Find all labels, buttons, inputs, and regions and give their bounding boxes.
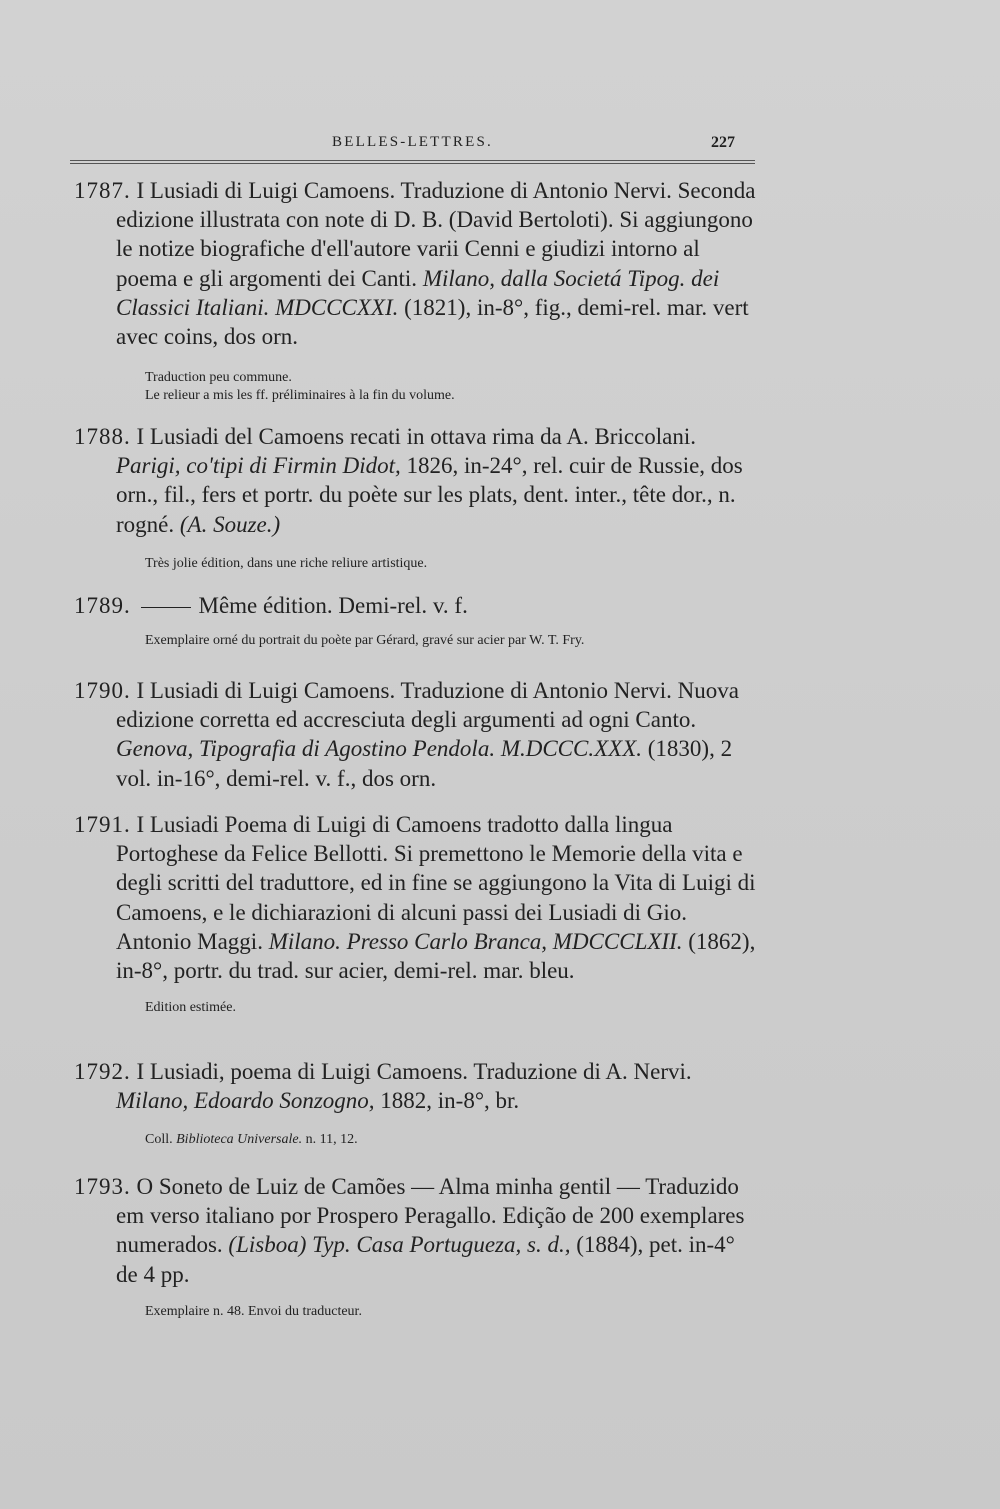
entry-text — [0, 422, 762, 539]
entry-text — [0, 676, 762, 793]
note-line: Le relieur a mis les ff. préliminaires à la fin du volume. — [145, 387, 455, 403]
catalogue-entry-1787 — [0, 176, 820, 404]
entry-number: 1788. — [74, 424, 131, 449]
catalogue-entry-1788 — [0, 422, 820, 572]
entry-details: 1882, in-8°, br. — [380, 1088, 520, 1114]
entry-details: (1830), 2 vol. in-16°, demi-rel. v. f., dos orn. — [116, 736, 733, 791]
ditto-dash — [141, 607, 191, 608]
entry-note — [0, 999, 820, 1017]
entry-imprint: (Lisboa) Typ. Casa Portugueza, s. d., — [228, 1232, 571, 1258]
entry-note — [0, 555, 820, 573]
catalogue-entry-1792 — [0, 1057, 820, 1149]
entry-title: I Lusiadi, poema di Luigi Camoens. Traduzione di A. Nervi. — [136, 1059, 692, 1084]
header-rule — [70, 160, 755, 161]
note-series: Biblioteca Universale. — [176, 1132, 303, 1148]
entry-text — [0, 810, 762, 985]
entry-text — [0, 176, 762, 351]
entry-number: 1789. — [74, 593, 131, 618]
entry-title: I Lusiadi di Luigi Camoens. Traduzione di Antonio Nervi. Seconda edizione illustrata con note di D. B. (David Bertoloti). Si aggiungono le notize biografiche d'ell'autore varii Cenni e giudizi intorno al poema e gli argomenti dei Canti. — [116, 178, 756, 291]
note-line: Exemplaire orné du portrait du poète par Gérard, gravé sur acier par W. T. Fry. — [145, 633, 585, 649]
page-number: 227 — [711, 134, 735, 151]
entry-provenance: (A. Souze.) — [179, 511, 281, 537]
entry-title: I Lusiadi di Luigi Camoens. Traduzione di Antonio Nervi. Nuova edizione corretta ed accresciuta degli argumenti ad ogni Canto. — [116, 678, 739, 733]
catalogue-entry-1789 — [0, 591, 820, 650]
note-line: Très jolie édition, dans une riche reliure artistique. — [145, 555, 428, 571]
entry-imprint: Milano, dalla Societá Tipog. dei Classici Italiani. MDCCCXXI. — [116, 265, 720, 320]
entry-title: Même édition. Demi-rel. v. f. — [198, 593, 468, 618]
entry-note — [0, 632, 820, 650]
catalogue-entry-1790 — [0, 676, 762, 793]
entry-details: (1884), pet. in-4° de 4 pp. — [116, 1232, 735, 1287]
entry-details: (1821), in-8°, fig., demi-rel. mar. vert avec coins, dos orn. — [116, 294, 749, 350]
note-suffix: n. 11, 12. — [305, 1132, 358, 1148]
entry-note — [0, 369, 820, 404]
running-head — [70, 134, 755, 164]
entry-details: (1862), in-8°, portr. du trad. sur acier, demi-rel. mar. bleu. — [116, 928, 756, 984]
entry-text — [0, 591, 762, 620]
entry-imprint: Milano. Presso Carlo Branca, MDCCCLXII. — [268, 928, 683, 954]
entry-number: 1793. — [74, 1174, 131, 1199]
entry-imprint: Genova, Tipografia di Agostino Pendola. M.DCCC.XXX. — [116, 736, 643, 762]
entry-number: 1787. — [74, 178, 131, 203]
catalogue-entry-1791 — [0, 810, 820, 1017]
entry-imprint: Milano, Edoardo Sonzogno, — [116, 1088, 375, 1114]
note-line: Exemplaire n. 48. Envoi du traducteur. — [145, 1303, 362, 1319]
note-prefix: Coll. — [145, 1132, 173, 1148]
running-title: BELLES-LETTRES. — [332, 134, 493, 150]
entry-number: 1791. — [74, 812, 131, 837]
entry-text — [0, 1172, 762, 1289]
entry-number: 1790. — [74, 678, 131, 703]
entry-note — [0, 1131, 820, 1149]
entry-details: 1826, in-24°, rel. cuir de Russie, dos orn., fil., fers et portr. du poète sur les plats, dent. inter., tête dor., n. rogné. — [116, 453, 743, 537]
entry-imprint: Parigi, co'tipi di Firmin Didot, — [116, 453, 401, 479]
catalogue-entry-1793 — [0, 1172, 820, 1320]
entry-title: I Lusiadi Poema di Luigi di Camoens tradotto dalla lingua Portoghese da Felice Bellotti. Si premettono le Memorie della vita e degli scritti del traduttore, ed in fine se aggiungono la Vita di Luigi di Camoens, e le dichiarazioni di alcuni passi dei Lusiadi di Gio. Antonio Maggi. — [116, 812, 756, 954]
note-line: Edition estimée. — [145, 1000, 236, 1016]
header-rule — [70, 163, 755, 164]
entry-text — [0, 1057, 762, 1115]
entry-title: I Lusiadi del Camoens recati in ottava rima da A. Briccolani. — [136, 424, 696, 449]
entry-note — [0, 1303, 820, 1321]
note-line: Traduction peu commune. — [145, 370, 292, 386]
entry-title: O Soneto de Luiz de Camões — Alma minha gentil — Traduzido em verso italiano por Prospero Peragallo. Edição de 200 exemplares numerados. — [116, 1174, 745, 1258]
entry-number: 1792. — [74, 1059, 131, 1084]
